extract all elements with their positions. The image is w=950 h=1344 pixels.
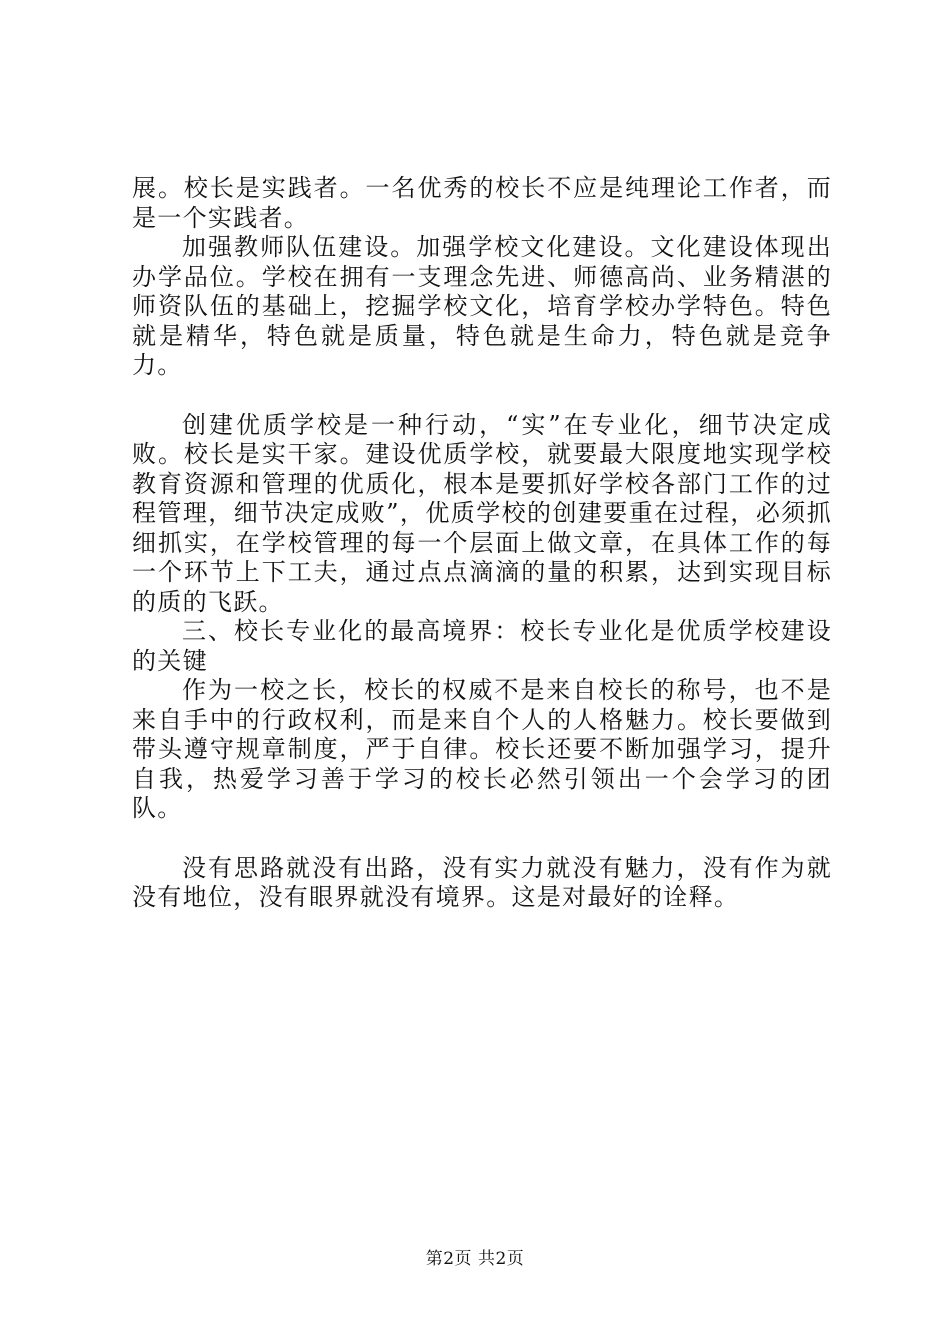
paragraph-quality-school: 创建优质学校是一种行动，“实”在专业化，细节决定成败。校长是实干家。建设优质学校，就要最大限度地实现学校教育资源和管理的优质化，根本是要抓好学校各部门工作的过程管理，细节决定成败”，优质学校的创建要重在过程，必须抓细抓实，在学校管理的每一个层面上做文章，在具体工作的每一个环节上下工夫，通过点点滴滴的量的积累，达到实现目标的质的飞跃。 xyxy=(132,410,832,616)
section-heading-three: 三、校长专业化的最高境界：校长专业化是优质学校建设的关键 xyxy=(132,617,832,675)
document-body xyxy=(132,174,832,913)
paragraph-principal-authority: 作为一校之长，校长的权威不是来自校长的称号，也不是来自手中的行政权利，而是来自个人的人格魅力。校长要做到带头遵守规章制度，严于自律。校长还要不断加强学习，提升自我，热爱学习善于学习的校长必然引领出一个会学习的团队。 xyxy=(132,676,832,822)
paragraph-continuation: 展。校长是实践者。一名优秀的校长不应是纯理论工作者，而是一个实践者。 xyxy=(132,174,832,232)
page-footer: 第2页 共2页 xyxy=(425,1249,525,1269)
paragraph-conclusion: 没有思路就没有出路，没有实力就没有魅力，没有作为就没有地位，没有眼界就没有境界。这是对最好的诠释。 xyxy=(132,853,832,911)
paragraph-teacher-team: 加强教师队伍建设。加强学校文化建设。文化建设体现出办学品位。学校在拥有一支理念先进、师德高尚、业务精湛的师资队伍的基础上，挖掘学校文化，培育学校办学特色。特色就是精华，特色就是质量，特色就是生命力，特色就是竞争力。 xyxy=(132,233,832,379)
